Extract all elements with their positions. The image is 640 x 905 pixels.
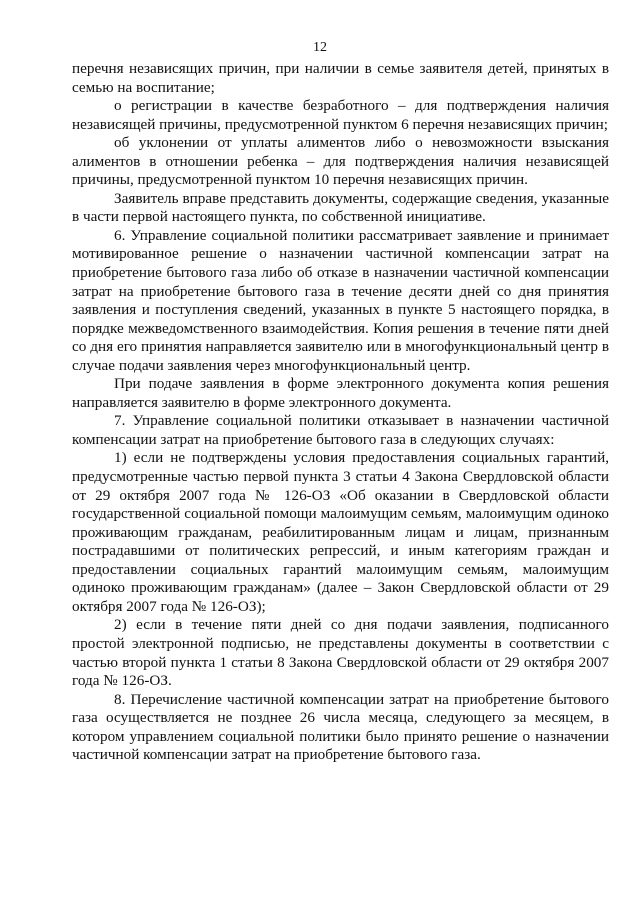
paragraph-8: 1) если не подтверждены условия предоставления социальных гарантий, предусмотренные частью первой пункта 3 статьи 4 Закона Свердловской области от 29 октября 2007 года № 126-ОЗ «Об оказании в Свердловской области государственной социальной помощи малоимущим семьям, малоимущим одиноко проживающим гражданам, реабилитированным лицам и лицам, признанным пострадавшими от политических репрессий, и иным категориям граждан и предоставлении социальных гарантий малоимущим семьям, малоимущим одиноко проживающим гражданам» (далее – Закон Свердловской области от 29 октября 2007 года № 126-ОЗ); <box>72 449 609 615</box>
paragraph-5: 6. Управление социальной политики рассматривает заявление и принимает мотивированное решение о назначении частичной компенсации затрат на приобретение бытового газа либо об отказе в назначении частичной компенсации затрат на приобретение бытового газа в течение десяти дней со дня принятия заявления и поступления сведений, указанных в пункте 5 настоящего порядка, в порядке межведомственного взаимодействия. Копия решения в течение пяти дней со дня его принятия направляется заявителю или в многофункциональный центр в случае подачи заявления через многофункциональный центр. <box>72 226 609 374</box>
paragraph-1: перечня независящих причин, при наличии в семье заявителя детей, принятых в семью на воспитание; <box>72 60 609 96</box>
paragraph-6: При подаче заявления в форме электронного документа копия решения направляется заявителю в форме электронного документа. <box>72 375 609 411</box>
paragraph-7: 7. Управление социальной политики отказывает в назначении частичной компенсации затрат на приобретение бытового газа в следующих случаях: <box>72 412 609 448</box>
document-body <box>72 60 609 765</box>
paragraph-4: Заявитель вправе представить документы, содержащие сведения, указанные в части первой настоящего пункта, по собственной инициативе. <box>72 189 609 226</box>
paragraph-10: 8. Перечисление частичной компенсации затрат на приобретение бытового газа осуществляется не позднее 26 числа месяца, следующего за месяцем, в котором управлением социальной политики было принято решение о назначении частичной компенсации затрат на приобретение бытового газа. <box>72 690 609 764</box>
paragraph-3: об уклонении от уплаты алиментов либо о невозможности взыскания алиментов в отношении ребенка – для подтверждения наличия независящей причины, предусмотренной пунктом 10 перечня независящих причин. <box>72 134 609 189</box>
paragraph-2: о регистрации в качестве безработного – для подтверждения наличия независящей причины, предусмотренной пунктом 6 перечня независящих причин; <box>72 97 609 133</box>
page-number: 12 <box>313 40 327 55</box>
paragraph-9: 2) если в течение пяти дней со дня подачи заявления, подписанного простой электронной подписью, не представлены документы в соответствии с частью второй пункта 1 статьи 8 Закона Свердловской области от 29 октября 2007 года № 126-ОЗ. <box>72 616 609 690</box>
